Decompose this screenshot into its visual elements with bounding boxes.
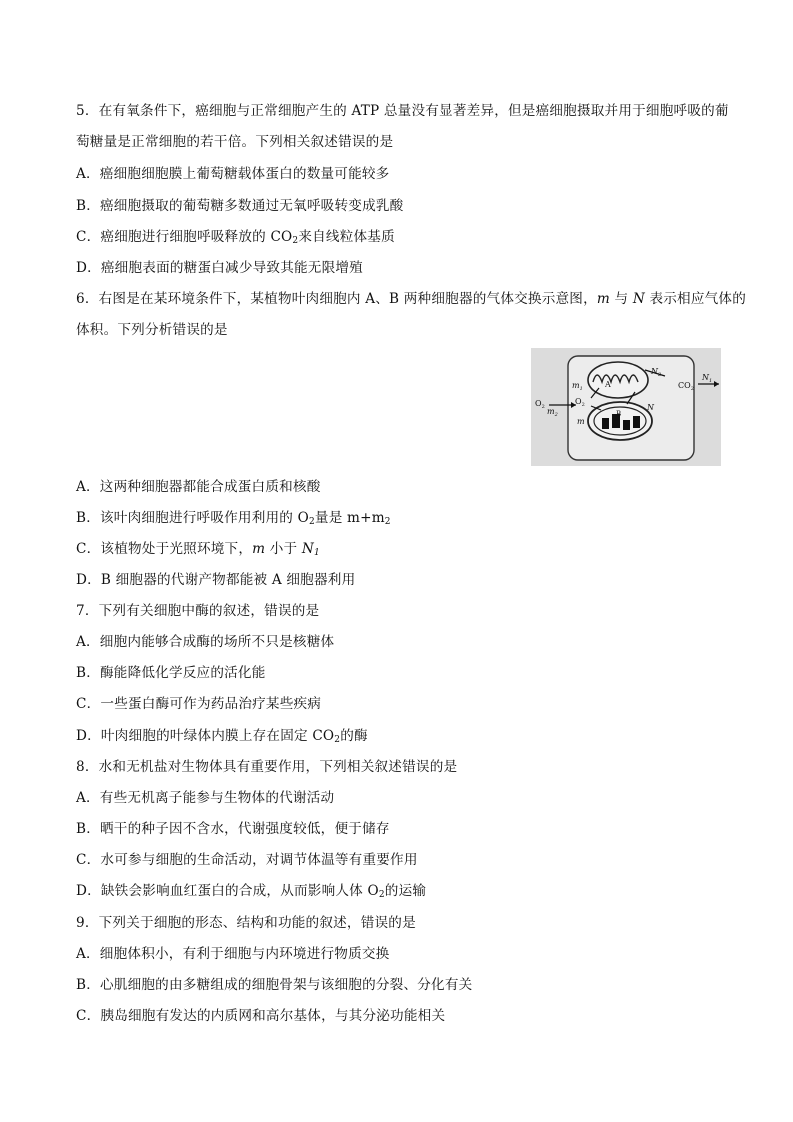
q8-option-c: C．水可参与细胞的生命活动，对调节体温等有重要作用 bbox=[76, 852, 418, 868]
q6-option-c-text-mid: 小于 bbox=[265, 541, 302, 557]
subscript: 2 bbox=[378, 890, 385, 900]
subscript: 2 bbox=[308, 517, 315, 527]
label-m: m bbox=[577, 417, 585, 426]
q6-option-b-text-end: 量是 m+m bbox=[314, 510, 385, 526]
q9-option-a: A．细胞体积小，有利于细胞与内环境进行物质交换 bbox=[76, 946, 390, 962]
q7-option-c: C．一些蛋白酶可作为药品治疗某些疾病 bbox=[76, 696, 322, 712]
label-n1: $N_1$ bbox=[702, 373, 713, 384]
q7-option-b: B．酶能降低化学反应的活化能 bbox=[76, 665, 266, 681]
q5-option-c bbox=[76, 227, 395, 251]
q6-option-b-text: B．该叶肉细胞进行呼吸作用利用的 O bbox=[76, 510, 309, 526]
thylakoid-stack bbox=[623, 420, 630, 430]
q8-stem: 8．水和无机盐对生物体具有重要作用，下列相关叙述错误的是 bbox=[76, 759, 458, 775]
q5-stem-line1: 5．在有氧条件下，癌细胞与正常细胞产生的 ATP 总量没有显著差异，但是癌细胞摄取并用于细胞呼吸的葡 bbox=[76, 103, 729, 119]
q5-option-c-text: C．癌细胞进行细胞呼吸释放的 CO bbox=[76, 229, 293, 245]
label-m2: $m_2$ bbox=[547, 407, 558, 418]
q6-option-b bbox=[76, 508, 391, 532]
label-organelle-a: A bbox=[605, 380, 611, 389]
q7-option-d bbox=[76, 726, 368, 750]
thylakoid-stack bbox=[633, 416, 640, 428]
thylakoid-stack bbox=[602, 418, 609, 429]
q6-stem-line1 bbox=[76, 289, 746, 309]
label-n2: $N_2$ bbox=[651, 367, 662, 378]
q6-stem-text-end: 表示相应气体的 bbox=[644, 291, 747, 307]
q7-option-d-text-end: 的酶 bbox=[340, 728, 368, 744]
q5-option-a: A．癌细胞细胞膜上葡萄糖载体蛋白的数量可能较多 bbox=[76, 166, 390, 182]
q8-option-b: B．晒干的种子因不含水，代谢强度较低，便于储存 bbox=[76, 821, 390, 837]
q8-option-d-text-end: 的运输 bbox=[384, 883, 427, 899]
var-m: m bbox=[596, 291, 610, 307]
q5-option-c-text-end: 来自线粒体基质 bbox=[298, 229, 395, 245]
mitochondrion-a bbox=[588, 362, 648, 398]
q9-stem: 9．下列关于细胞的形态、结构和功能的叙述，错误的是 bbox=[76, 915, 416, 931]
label-co2: $CO_2$ bbox=[678, 381, 694, 392]
label-n: N bbox=[647, 403, 654, 412]
q6-stem-text: 6．右图是在某环境条件下，某植物叶肉细胞内 A、B 两种细胞器的气体交换示意图， bbox=[76, 291, 597, 307]
q9-option-b: B．心肌细胞的由多糖组成的细胞骨架与该细胞的分裂、分化有关 bbox=[76, 977, 473, 993]
q6-stem-text-mid: 与 bbox=[609, 291, 633, 307]
organelle-gas-exchange-diagram bbox=[531, 348, 721, 466]
subscript: 1 bbox=[313, 548, 320, 558]
q6-option-c bbox=[76, 539, 320, 563]
var-m: m bbox=[252, 541, 266, 557]
q8-option-a: A．有些无机离子能参与生物体的代谢活动 bbox=[76, 790, 335, 806]
q7-stem: 7．下列有关细胞中酶的叙述，错误的是 bbox=[76, 603, 320, 619]
subscript: 2 bbox=[334, 735, 341, 745]
label-organelle-b: B bbox=[616, 410, 622, 418]
subscript: 2 bbox=[384, 517, 391, 527]
label-o2-inside: $O_2$ bbox=[575, 397, 585, 408]
q5-option-d: D．癌细胞表面的糖蛋白减少导致其能无限增殖 bbox=[76, 260, 363, 276]
q6-stem-line2: 体积。下列分析错误的是 bbox=[76, 322, 228, 338]
q9-option-c: C．胰岛细胞有发达的内质网和高尔基体，与其分泌功能相关 bbox=[76, 1008, 446, 1024]
var-n: N bbox=[301, 541, 314, 557]
q7-option-d-text: D．叶肉细胞的叶绿体内膜上存在固定 CO bbox=[76, 728, 335, 744]
q8-option-d-text: D．缺铁会影响血红蛋白的合成，从而影响人体 O bbox=[76, 883, 379, 899]
q8-option-d bbox=[76, 881, 426, 905]
q6-option-d: D．B 细胞器的代谢产物都能被 A 细胞器利用 bbox=[76, 572, 356, 588]
q6-option-a: A．这两种细胞器都能合成蛋白质和核酸 bbox=[76, 479, 321, 495]
q5-option-b: B．癌细胞摄取的葡萄糖多数通过无氧呼吸转变成乳酸 bbox=[76, 198, 404, 214]
var-n: N bbox=[632, 291, 645, 307]
label-m1: $m_1$ bbox=[572, 381, 583, 392]
label-o2-outside: $O_2$ bbox=[535, 399, 545, 410]
q7-option-a: A．细胞内能够合成酶的场所不只是核糖体 bbox=[76, 634, 335, 650]
q6-option-c-text: C．该植物处于光照环境下， bbox=[76, 541, 253, 557]
q5-stem-line2: 萄糖量是正常细胞的若干倍。下列相关叙述错误的是 bbox=[76, 134, 394, 150]
subscript: 2 bbox=[292, 236, 299, 246]
